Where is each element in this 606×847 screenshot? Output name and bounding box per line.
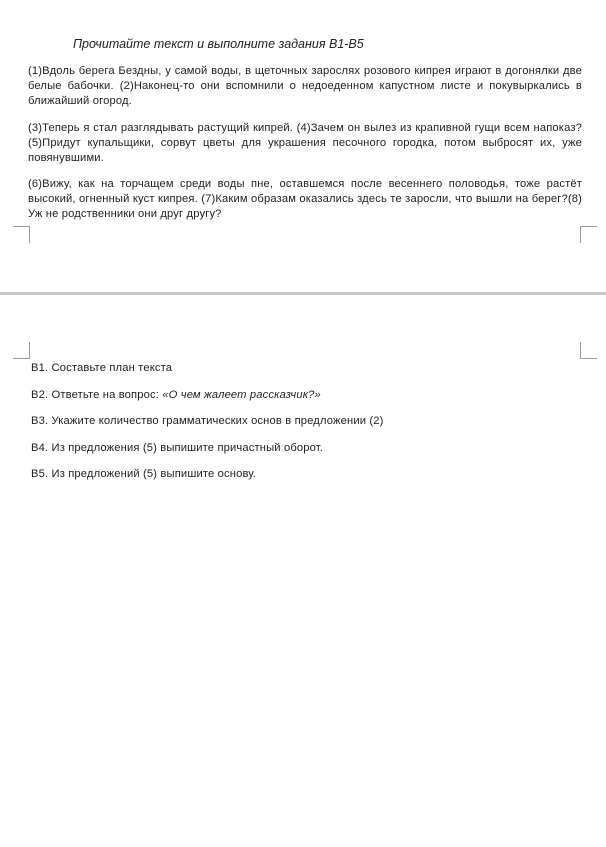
paragraph-2: (3)Теперь я стал разглядывать растущий кипрей. (4)Зачем он вылез из крапивной гущи всем напоказ? (5)Придут купальщики, сорвут цветы для украшения песочного городка, потом выбросят их, уже повянувшими. <box>28 122 582 164</box>
task-b5 <box>31 467 581 494</box>
margin-corner-bottom-right <box>580 342 597 359</box>
document-title: Прочитайте текст и выполните задания В1-В5 <box>73 37 364 51</box>
task-text: В5. Из предложений (5) выпишите основу. <box>31 468 257 480</box>
margin-corner-top-right <box>580 226 597 243</box>
task-b3 <box>31 414 581 441</box>
margin-corner-top-left <box>13 226 30 243</box>
margin-corner-bottom-left <box>13 342 30 359</box>
task-text: В2. Ответьте на вопрос: <box>31 388 163 401</box>
task-text: В4. Из предложения (5) выпишите причастный оборот. <box>31 441 324 454</box>
paragraph-1: (1)Вдоль берега Бездны, у самой воды, в щеточных зарослях розового кипрея играют в догонялки две белые бабочки. (2)Наконец-то они вспомнили о недоеденном капустном листе и покувыркались в ближайший огород. <box>28 65 582 107</box>
task-b1 <box>31 361 581 388</box>
task-b4 <box>31 441 581 468</box>
paragraph-3: (6)Вижу, как на торчащем среди воды пне, оставшемся после весеннего половодья, тоже растёт высокий, огненный куст кипрея. (7)Каким образам оказались здесь те заросли, что вышли на берег?(8) Уж не родственники они друг другу? <box>28 178 582 220</box>
task-text: В3. Укажите количество грамматических основ в предложении (2) <box>31 415 384 427</box>
task-quote: «О чем жалеет рассказчик?» <box>162 388 321 401</box>
task-text: В1. Составьте план текста <box>31 362 173 374</box>
task-list <box>31 361 581 494</box>
task-b2 <box>31 388 581 415</box>
